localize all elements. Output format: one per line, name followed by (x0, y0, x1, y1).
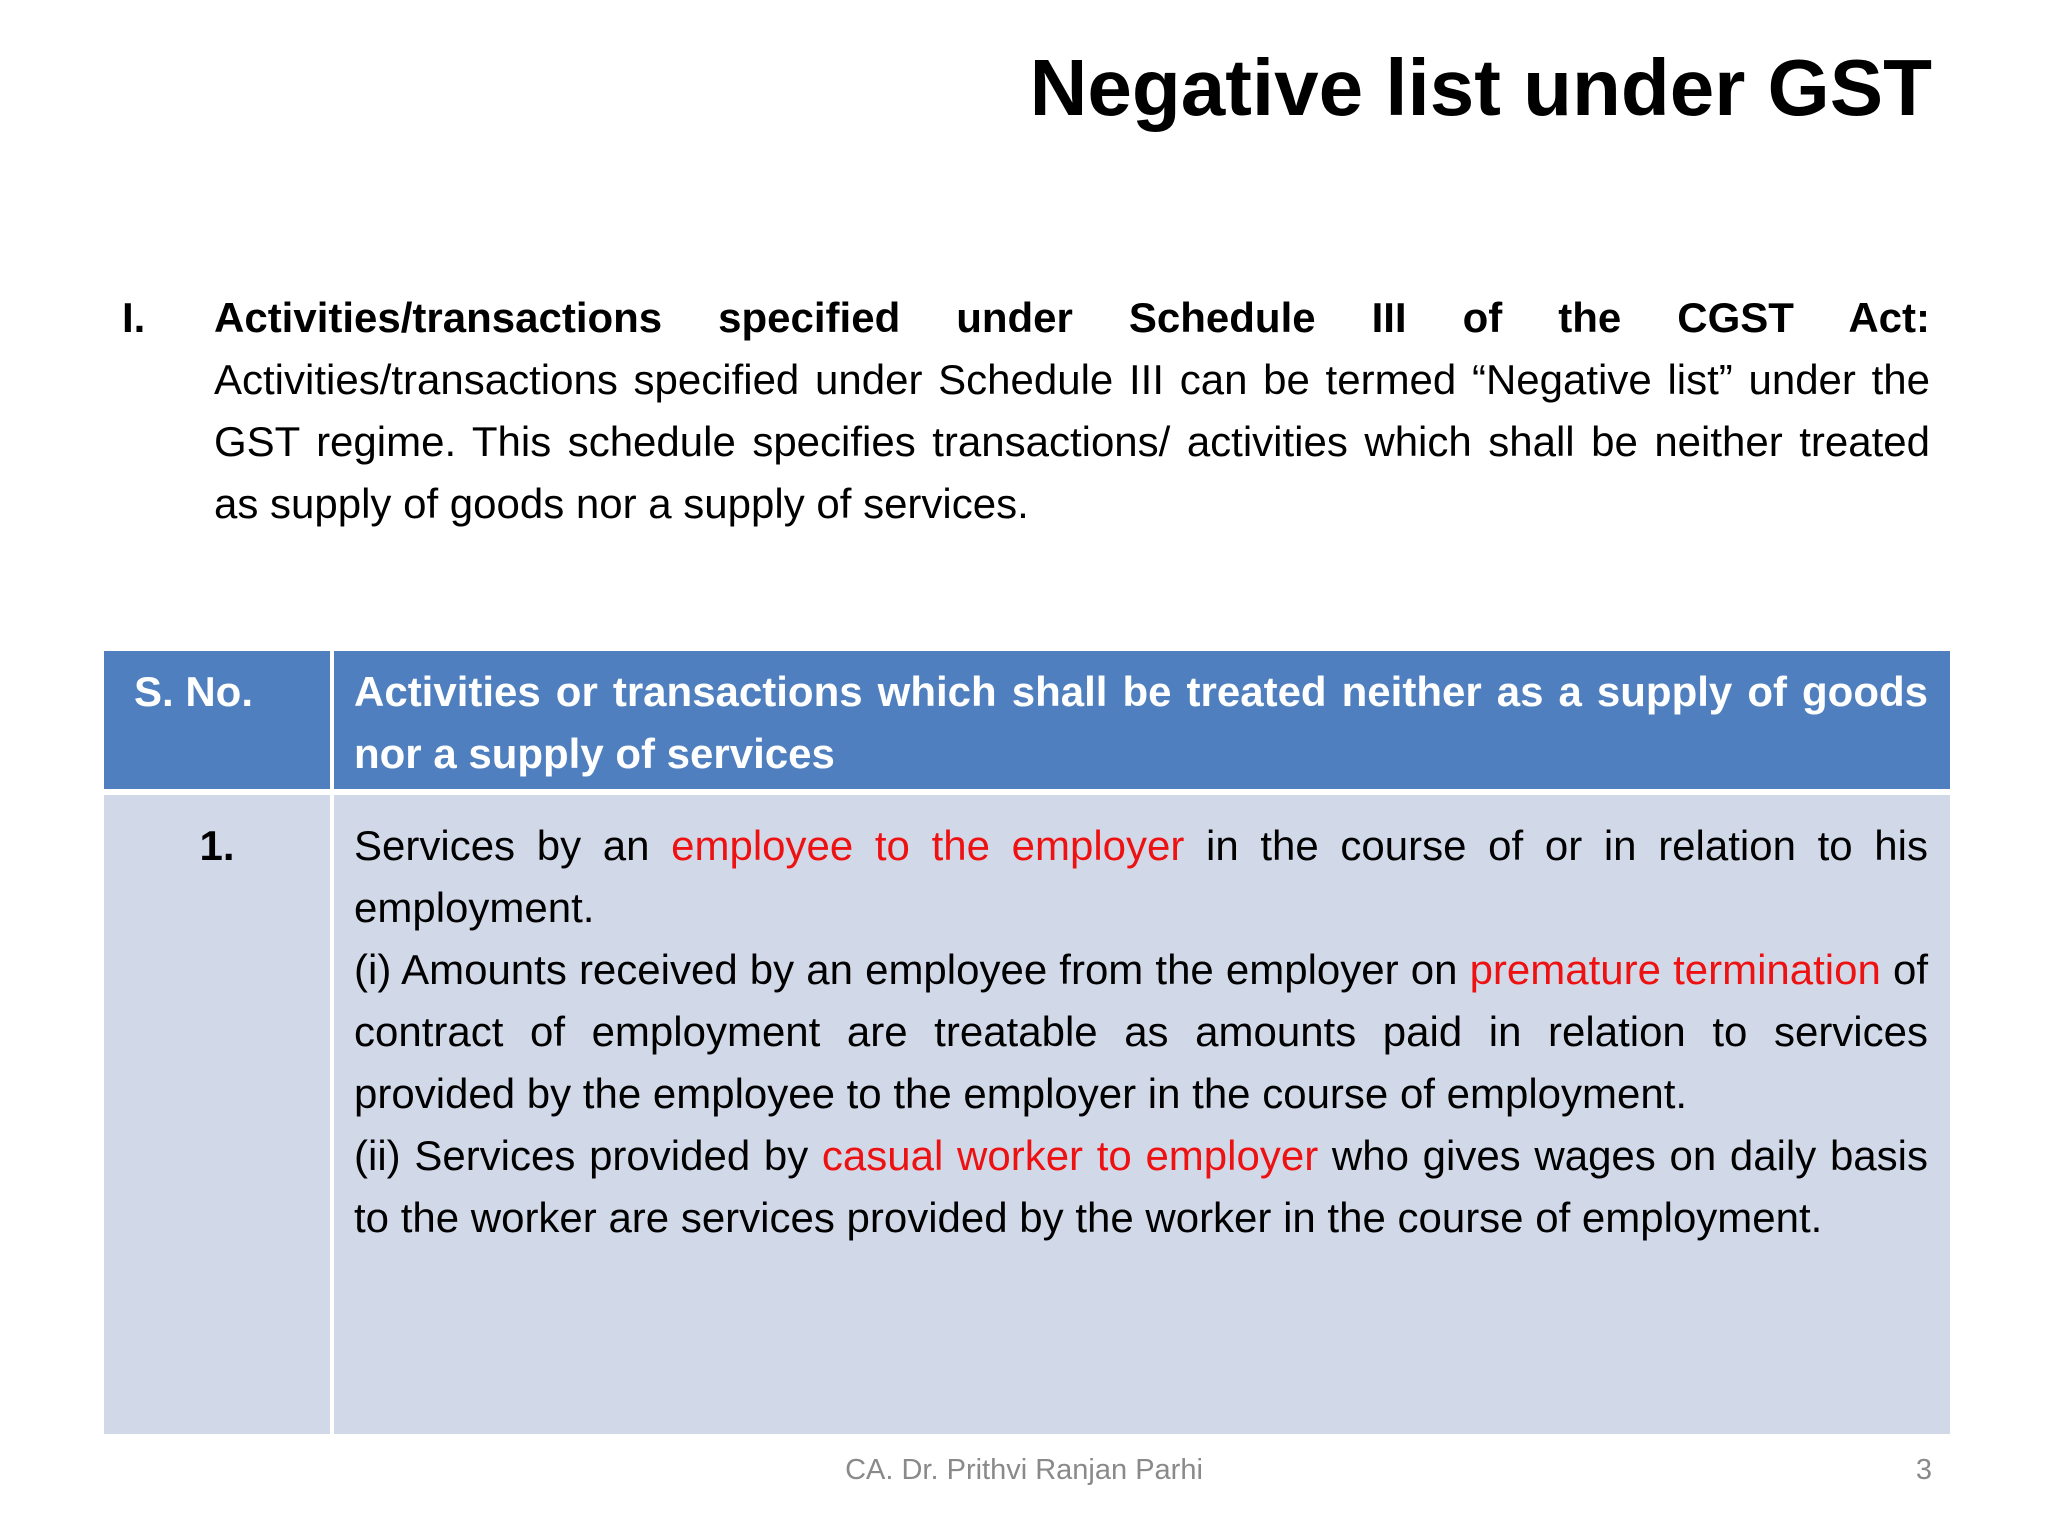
intro-paragraph (122, 287, 1930, 535)
p1-text-a: Services by an (354, 822, 672, 869)
p3-text-a: (ii) Services provided by (354, 1132, 822, 1179)
row-paragraph-3 (354, 1125, 1928, 1249)
p3-text-b: who gives wages on daily basis to the worker are services provided by the worker in the course of employment. (354, 1132, 1928, 1241)
table-row (104, 792, 1950, 1434)
intro-body (214, 287, 1930, 535)
intro-number: I. (122, 294, 146, 341)
p1-text-b: in the course of or in relation to his employment. (354, 822, 1928, 931)
page-number: 3 (1915, 1454, 1932, 1486)
footer-author: CA. Dr. Prithvi Ranjan Parhi (845, 1454, 1203, 1486)
row-paragraph-2 (354, 939, 1928, 1125)
row-activities (332, 792, 1950, 1434)
table-header-row (104, 651, 1950, 792)
slide-title: Negative list under GST (1029, 43, 1932, 132)
intro-lead: Activities/transactions specified under Schedule III of the CGST Act: (214, 294, 1930, 341)
p1-highlight: employee to the employer (671, 822, 1185, 869)
p2-text-b: of contract of employment are treatable as amounts paid in relation to services provided by the employee to the employer in the course of employment. (354, 946, 1928, 1117)
intro-text: Activities/transactions specified under Schedule III can be termed “Negative list” under the GST regime. This schedule specifies transactions/ activities which shall be neither treated as supply of goods nor a supply of services. (214, 356, 1930, 527)
negative-list-table (104, 651, 1950, 1434)
header-activities: Activities or transactions which shall be treated neither as a supply of goods nor a supply of services (332, 651, 1950, 792)
p2-highlight: premature termination (1469, 946, 1881, 993)
p2-text-a: (i) Amounts received by an employee from the employer on (354, 946, 1470, 993)
row-sno: 1. (104, 792, 332, 1434)
header-sno: S. No. (104, 651, 332, 792)
p3-highlight: casual worker to employer (821, 1132, 1319, 1179)
row-paragraph-1 (354, 815, 1928, 939)
